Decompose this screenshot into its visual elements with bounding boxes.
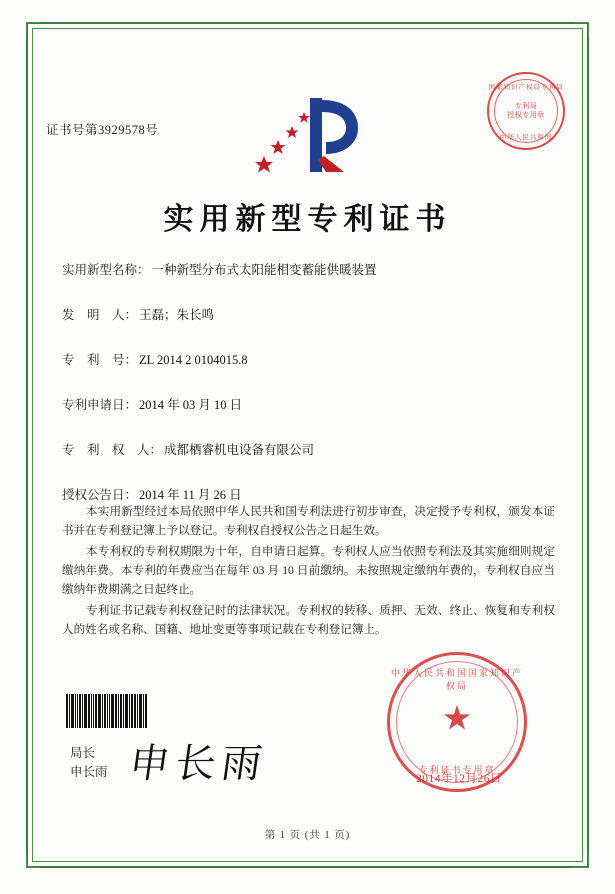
field-row-application-date [62, 397, 559, 413]
seal-small-stamp [487, 72, 565, 150]
field-label-application-date: 专利申请日： [62, 398, 138, 412]
body-paragraph-3: 专利证书记载专利权登记时的法律状况。专利权的转移、质押、无效、终止、恢复和专利权人的姓名或名称、国籍、地址变更等事项记载在专利登记簿上。 [62, 604, 555, 636]
seal-small-center-line2: 授权专用章 [507, 111, 545, 119]
corner-ornament-top-right [574, 22, 589, 37]
patent-office-logo-icon [248, 86, 368, 178]
field-row-invention-name [62, 262, 559, 278]
seal-small-center-line1: 专利局 [514, 102, 538, 110]
corner-ornament-bottom-left [26, 853, 41, 868]
certificate-number: 证书号第3929578号 [46, 123, 159, 137]
field-label-inventor: 发 明 人： [62, 308, 138, 322]
field-label-invention-name: 实用新型名称： [62, 263, 150, 277]
seal-big-arc-top: 中华人民共和国国家知识产权局 [390, 668, 523, 691]
signature-handwriting: 申长雨 [126, 741, 271, 786]
field-value-inventor: 王磊；朱长鸣 [139, 308, 215, 322]
field-label-grant-date: 授权公告日： [62, 488, 138, 502]
field-value-application-date: 2014 年 03 月 10 日 [139, 398, 243, 412]
field-row-patentee [62, 442, 559, 458]
signature-title [70, 744, 108, 782]
field-row-inventor [62, 307, 559, 323]
seal-big-arc-bottom: 专利证书专用章 [418, 765, 496, 775]
field-value-grant-date: 2014 年 11 月 26 日 [139, 488, 242, 502]
body-paragraph-2: 本专利权的专利权期限为十年，自申请日起算。专利权人应当依照专利法及其实施细则规定缴纳年费。本专利的年费应当在每年 03 月 10 日前缴纳。未按照规定缴纳年费的，专利权自应当缴纳年费期满之日起终止。 [62, 545, 555, 596]
corner-ornament-bottom-right [574, 853, 589, 868]
barcode [66, 694, 152, 728]
seal-big-star-icon: ★ [441, 700, 473, 738]
field-row-patent-number [62, 352, 559, 368]
seal-small-arc-top: 国家知识产权局专利局 [488, 84, 564, 91]
seal-small-arc-bottom: 中华人民共和国 [499, 134, 553, 141]
field-row-grant-date [62, 487, 559, 503]
corner-ornament-top-left [26, 22, 41, 37]
seal-big-date: 2014年12月26日 [416, 773, 502, 785]
page-title: 实用新型专利证书 [163, 203, 452, 236]
page-footer: 第 1 页 (共 1 页) [264, 830, 351, 841]
field-value-patent-number: ZL 2014 2 0104015.8 [139, 353, 248, 367]
field-value-patentee: 成都栖睿机电设备有限公司 [164, 443, 315, 457]
field-value-invention-name: 一种新型分布式太阳能相变蓄能供暖装置 [151, 263, 377, 277]
field-label-patentee: 专 利 权 人： [62, 443, 163, 457]
signature-title-line2: 申长雨 [70, 765, 108, 779]
certificate-fields [62, 262, 559, 532]
seal-small-center-text [487, 102, 565, 120]
certificate-body-text [62, 502, 555, 641]
field-label-patent-number: 专 利 号： [62, 353, 138, 367]
signature-title-line1: 局长 [70, 746, 96, 760]
body-paragraph-1: 本实用新型经过本局依照中华人民共和国专利法进行初步审查，决定授予专利权，颁发本证书并在专利登记簿上予以登记。专利权自授权公告之日起生效。 [62, 505, 555, 537]
